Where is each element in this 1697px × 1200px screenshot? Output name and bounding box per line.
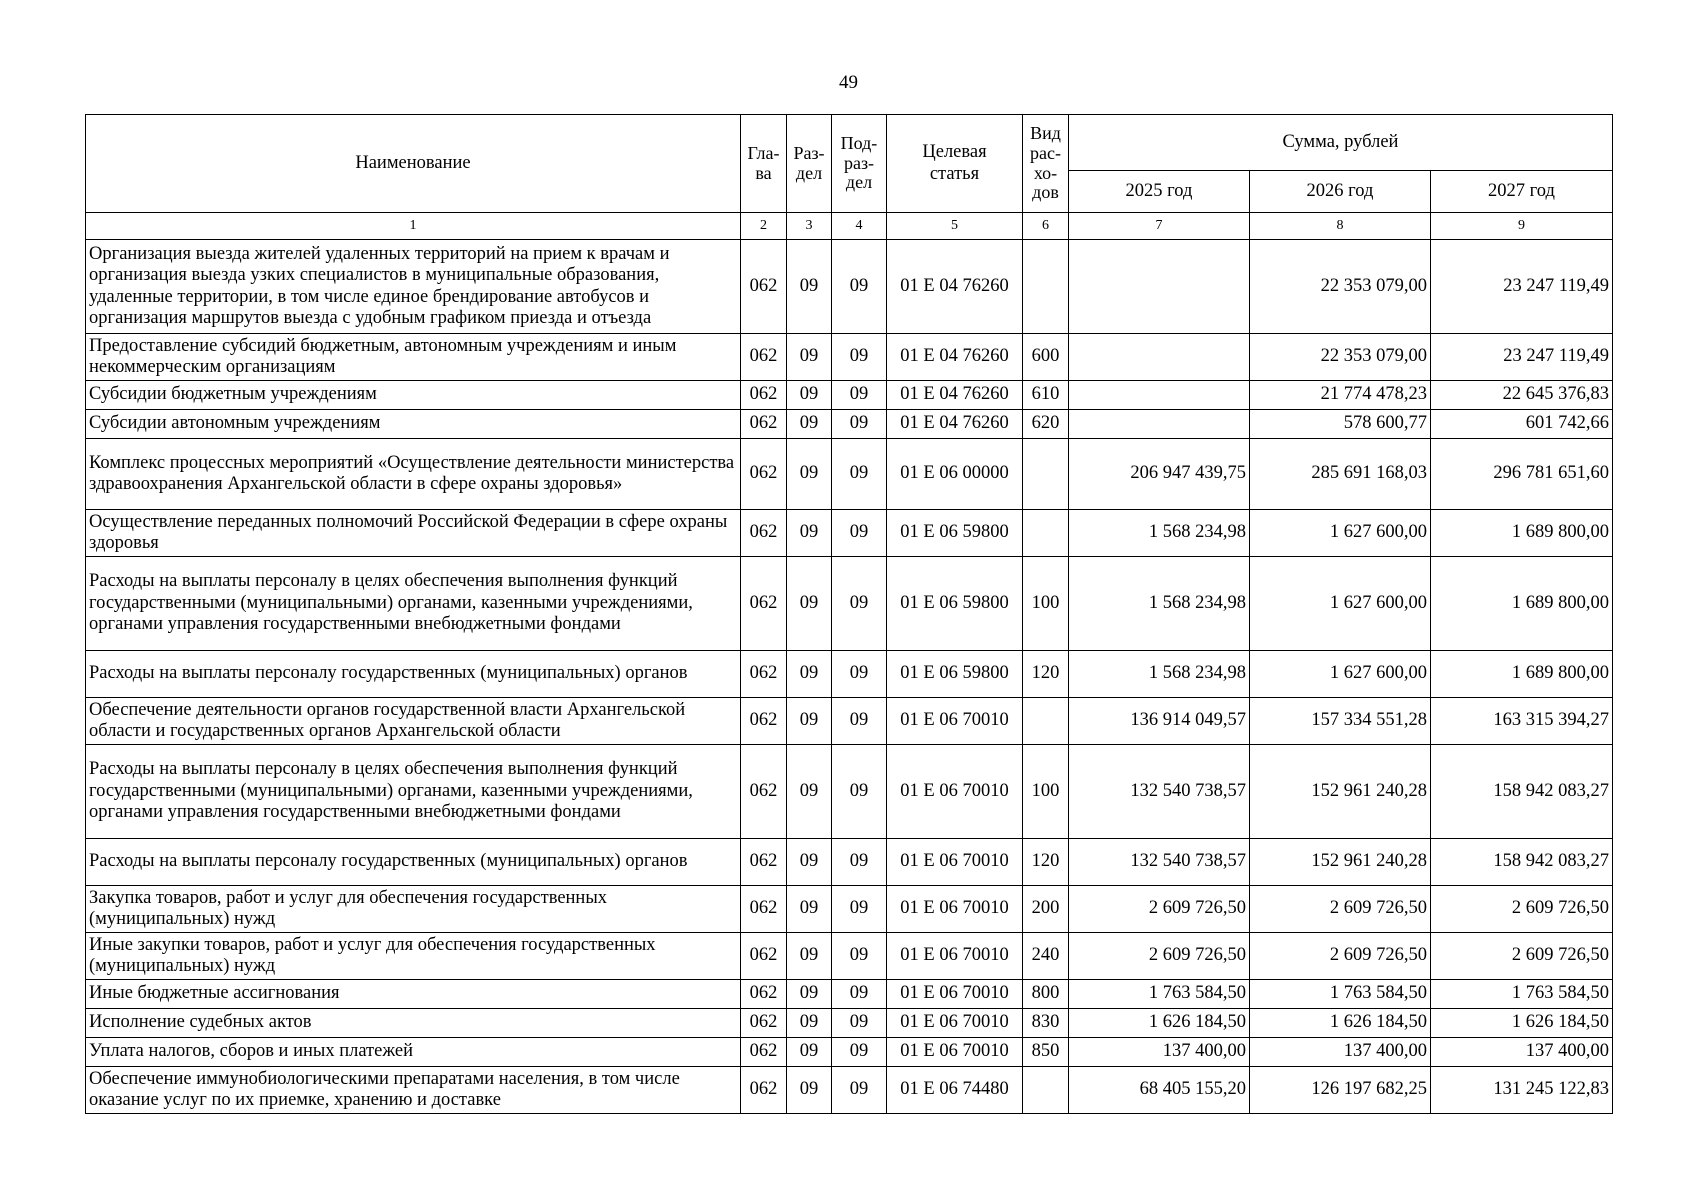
row-amount-2027-cell: 1 689 800,00 xyxy=(1431,510,1613,557)
column-number: 6 xyxy=(1023,213,1069,240)
row-tselevaya-cell: 01 Е 04 76260 xyxy=(887,334,1023,381)
row-podrazdel-cell: 09 xyxy=(832,410,887,439)
row-podrazdel-cell: 09 xyxy=(832,839,887,886)
row-tselevaya-cell: 01 Е 06 00000 xyxy=(887,439,1023,510)
header-year-2026: 2026 год xyxy=(1250,171,1431,213)
row-amount-2026-cell: 21 774 478,23 xyxy=(1250,381,1431,410)
row-razdel-cell: 09 xyxy=(787,698,832,745)
row-glava-cell: 062 xyxy=(741,334,787,381)
row-podrazdel-cell: 09 xyxy=(832,886,887,933)
row-razdel-cell: 09 xyxy=(787,933,832,980)
row-amount-2027-cell: 158 942 083,27 xyxy=(1431,745,1613,839)
header-year-2027: 2027 год xyxy=(1431,171,1613,213)
row-razdel-cell: 09 xyxy=(787,886,832,933)
row-name-cell: Расходы на выплаты персоналу в целях обеспечения выполнения функций государственными (муниципальными) органами, казенными учреждениями, органами управления государственными внебюджетными фондами xyxy=(86,557,741,651)
row-tselevaya-cell: 01 Е 06 70010 xyxy=(887,839,1023,886)
row-podrazdel-cell: 09 xyxy=(832,651,887,698)
row-vid-cell: 120 xyxy=(1023,839,1069,886)
budget-table xyxy=(85,114,1613,1114)
row-vid-cell: 620 xyxy=(1023,410,1069,439)
row-amount-2025-cell: 1 763 584,50 xyxy=(1069,980,1250,1009)
row-amount-2027-cell: 601 742,66 xyxy=(1431,410,1613,439)
row-amount-2026-cell: 126 197 682,25 xyxy=(1250,1067,1431,1114)
row-tselevaya-cell: 01 Е 06 70010 xyxy=(887,1038,1023,1067)
row-name-cell: Комплекс процессных мероприятий «Осуществление деятельности министерства здравоохранения Архангельской области в сфере охраны здоровья» xyxy=(86,439,741,510)
row-razdel-cell: 09 xyxy=(787,439,832,510)
header-vid-raskhodov: Вид рас- хо- дов xyxy=(1023,115,1069,213)
row-name-cell: Исполнение судебных актов xyxy=(86,1009,741,1038)
row-glava-cell: 062 xyxy=(741,698,787,745)
table-row xyxy=(86,240,1613,334)
table-row xyxy=(86,1009,1613,1038)
row-amount-2027-cell: 2 609 726,50 xyxy=(1431,933,1613,980)
row-razdel-cell: 09 xyxy=(787,1067,832,1114)
table-row xyxy=(86,698,1613,745)
row-vid-cell: 800 xyxy=(1023,980,1069,1009)
row-amount-2026-cell: 22 353 079,00 xyxy=(1250,240,1431,334)
row-amount-2026-cell: 152 961 240,28 xyxy=(1250,745,1431,839)
row-glava-cell: 062 xyxy=(741,1038,787,1067)
row-amount-2027-cell: 137 400,00 xyxy=(1431,1038,1613,1067)
row-vid-cell: 610 xyxy=(1023,381,1069,410)
row-name-cell: Иные закупки товаров, работ и услуг для обеспечения государственных (муниципальных) нужд xyxy=(86,933,741,980)
page-number: 49 xyxy=(839,72,858,93)
row-amount-2025-cell xyxy=(1069,381,1250,410)
row-name-cell: Уплата налогов, сборов и иных платежей xyxy=(86,1038,741,1067)
row-podrazdel-cell: 09 xyxy=(832,1038,887,1067)
row-tselevaya-cell: 01 Е 06 70010 xyxy=(887,1009,1023,1038)
row-name-cell: Иные бюджетные ассигнования xyxy=(86,980,741,1009)
row-tselevaya-cell: 01 Е 06 70010 xyxy=(887,745,1023,839)
table-row xyxy=(86,886,1613,933)
table-row xyxy=(86,1067,1613,1114)
row-glava-cell: 062 xyxy=(741,410,787,439)
row-podrazdel-cell: 09 xyxy=(832,1009,887,1038)
row-glava-cell: 062 xyxy=(741,933,787,980)
row-glava-cell: 062 xyxy=(741,980,787,1009)
column-number: 3 xyxy=(787,213,832,240)
row-amount-2027-cell: 22 645 376,83 xyxy=(1431,381,1613,410)
row-amount-2027-cell: 1 689 800,00 xyxy=(1431,651,1613,698)
table-row xyxy=(86,1038,1613,1067)
row-razdel-cell: 09 xyxy=(787,510,832,557)
row-amount-2025-cell xyxy=(1069,240,1250,334)
row-vid-cell: 830 xyxy=(1023,1009,1069,1038)
row-tselevaya-cell: 01 Е 06 59800 xyxy=(887,651,1023,698)
row-amount-2025-cell: 1 568 234,98 xyxy=(1069,651,1250,698)
row-name-cell: Расходы на выплаты персоналу государственных (муниципальных) органов xyxy=(86,839,741,886)
row-razdel-cell: 09 xyxy=(787,745,832,839)
row-razdel-cell: 09 xyxy=(787,980,832,1009)
row-vid-cell: 850 xyxy=(1023,1038,1069,1067)
row-amount-2027-cell: 2 609 726,50 xyxy=(1431,886,1613,933)
table-row xyxy=(86,557,1613,651)
header-glava: Гла- ва xyxy=(741,115,787,213)
row-amount-2026-cell: 2 609 726,50 xyxy=(1250,886,1431,933)
row-amount-2026-cell: 285 691 168,03 xyxy=(1250,439,1431,510)
row-tselevaya-cell: 01 Е 06 59800 xyxy=(887,557,1023,651)
column-number: 1 xyxy=(86,213,741,240)
row-tselevaya-cell: 01 Е 06 59800 xyxy=(887,510,1023,557)
row-tselevaya-cell: 01 Е 04 76260 xyxy=(887,240,1023,334)
row-razdel-cell: 09 xyxy=(787,1009,832,1038)
row-amount-2027-cell: 158 942 083,27 xyxy=(1431,839,1613,886)
row-vid-cell xyxy=(1023,698,1069,745)
row-amount-2027-cell: 23 247 119,49 xyxy=(1431,334,1613,381)
header-name: Наименование xyxy=(86,115,741,213)
row-podrazdel-cell: 09 xyxy=(832,1067,887,1114)
table-row xyxy=(86,980,1613,1009)
row-name-cell: Осуществление переданных полномочий Российской Федерации в сфере охраны здоровья xyxy=(86,510,741,557)
row-razdel-cell: 09 xyxy=(787,557,832,651)
row-glava-cell: 062 xyxy=(741,439,787,510)
row-amount-2027-cell: 131 245 122,83 xyxy=(1431,1067,1613,1114)
table-row xyxy=(86,381,1613,410)
row-vid-cell: 100 xyxy=(1023,557,1069,651)
row-tselevaya-cell: 01 Е 04 76260 xyxy=(887,410,1023,439)
row-glava-cell: 062 xyxy=(741,1067,787,1114)
row-amount-2025-cell: 132 540 738,57 xyxy=(1069,745,1250,839)
row-podrazdel-cell: 09 xyxy=(832,381,887,410)
row-vid-cell xyxy=(1023,240,1069,334)
row-vid-cell: 200 xyxy=(1023,886,1069,933)
row-glava-cell: 062 xyxy=(741,381,787,410)
row-tselevaya-cell: 01 Е 06 70010 xyxy=(887,698,1023,745)
row-amount-2025-cell: 2 609 726,50 xyxy=(1069,886,1250,933)
row-podrazdel-cell: 09 xyxy=(832,698,887,745)
row-amount-2026-cell: 22 353 079,00 xyxy=(1250,334,1431,381)
row-vid-cell xyxy=(1023,1067,1069,1114)
row-razdel-cell: 09 xyxy=(787,651,832,698)
row-razdel-cell: 09 xyxy=(787,839,832,886)
row-amount-2025-cell: 132 540 738,57 xyxy=(1069,839,1250,886)
table-body xyxy=(86,240,1613,1114)
row-amount-2025-cell: 2 609 726,50 xyxy=(1069,933,1250,980)
row-amount-2026-cell: 2 609 726,50 xyxy=(1250,933,1431,980)
row-tselevaya-cell: 01 Е 06 70010 xyxy=(887,886,1023,933)
column-number: 8 xyxy=(1250,213,1431,240)
row-razdel-cell: 09 xyxy=(787,1038,832,1067)
row-amount-2025-cell: 137 400,00 xyxy=(1069,1038,1250,1067)
row-podrazdel-cell: 09 xyxy=(832,439,887,510)
row-razdel-cell: 09 xyxy=(787,410,832,439)
row-podrazdel-cell: 09 xyxy=(832,980,887,1009)
row-tselevaya-cell: 01 Е 06 70010 xyxy=(887,980,1023,1009)
row-glava-cell: 062 xyxy=(741,886,787,933)
row-amount-2025-cell: 136 914 049,57 xyxy=(1069,698,1250,745)
row-amount-2026-cell: 157 334 551,28 xyxy=(1250,698,1431,745)
row-amount-2026-cell: 1 626 184,50 xyxy=(1250,1009,1431,1038)
column-number-row xyxy=(86,213,1613,240)
row-name-cell: Закупка товаров, работ и услуг для обеспечения государственных (муниципальных) нужд xyxy=(86,886,741,933)
row-amount-2027-cell: 1 689 800,00 xyxy=(1431,557,1613,651)
row-glava-cell: 062 xyxy=(741,651,787,698)
row-glava-cell: 062 xyxy=(741,557,787,651)
table-row xyxy=(86,839,1613,886)
header-summa: Сумма, рублей xyxy=(1069,115,1613,171)
row-razdel-cell: 09 xyxy=(787,334,832,381)
table-row xyxy=(86,410,1613,439)
row-tselevaya-cell: 01 Е 06 74480 xyxy=(887,1067,1023,1114)
table-row xyxy=(86,745,1613,839)
row-name-cell: Субсидии автономным учреждениям xyxy=(86,410,741,439)
row-vid-cell xyxy=(1023,439,1069,510)
row-podrazdel-cell: 09 xyxy=(832,933,887,980)
row-amount-2025-cell: 68 405 155,20 xyxy=(1069,1067,1250,1114)
row-vid-cell xyxy=(1023,510,1069,557)
row-vid-cell: 120 xyxy=(1023,651,1069,698)
row-podrazdel-cell: 09 xyxy=(832,557,887,651)
row-razdel-cell: 09 xyxy=(787,381,832,410)
row-vid-cell: 240 xyxy=(1023,933,1069,980)
row-glava-cell: 062 xyxy=(741,510,787,557)
row-amount-2025-cell: 1 568 234,98 xyxy=(1069,557,1250,651)
column-number: 4 xyxy=(832,213,887,240)
row-tselevaya-cell: 01 Е 06 70010 xyxy=(887,933,1023,980)
row-amount-2026-cell: 1 627 600,00 xyxy=(1250,510,1431,557)
header-tselevaya-statya: Целевая статья xyxy=(887,115,1023,213)
row-glava-cell: 062 xyxy=(741,1009,787,1038)
row-amount-2027-cell: 23 247 119,49 xyxy=(1431,240,1613,334)
table-row xyxy=(86,933,1613,980)
row-vid-cell: 600 xyxy=(1023,334,1069,381)
row-amount-2026-cell: 152 961 240,28 xyxy=(1250,839,1431,886)
row-amount-2026-cell: 137 400,00 xyxy=(1250,1038,1431,1067)
row-name-cell: Расходы на выплаты персоналу в целях обеспечения выполнения функций государственными (муниципальными) органами, казенными учреждениями, органами управления государственными внебюджетными фондами xyxy=(86,745,741,839)
row-amount-2025-cell: 1 568 234,98 xyxy=(1069,510,1250,557)
row-name-cell: Субсидии бюджетным учреждениям xyxy=(86,381,741,410)
row-amount-2027-cell: 1 763 584,50 xyxy=(1431,980,1613,1009)
row-razdel-cell: 09 xyxy=(787,240,832,334)
column-number: 2 xyxy=(741,213,787,240)
row-amount-2026-cell: 1 627 600,00 xyxy=(1250,651,1431,698)
row-podrazdel-cell: 09 xyxy=(832,745,887,839)
row-amount-2026-cell: 1 627 600,00 xyxy=(1250,557,1431,651)
row-name-cell: Обеспечение иммунобиологическими препаратами населения, в том числе оказание услуг по их приемке, хранению и доставке xyxy=(86,1067,741,1114)
row-glava-cell: 062 xyxy=(741,745,787,839)
row-name-cell: Организация выезда жителей удаленных территорий на прием к врачам и организация выезда узких специалистов в муниципальные образования, удаленные территории, в том числе единое брендирование автобусов и организация маршрутов выезда с удобным графиком приезда и отъезда xyxy=(86,240,741,334)
row-amount-2025-cell: 206 947 439,75 xyxy=(1069,439,1250,510)
row-amount-2027-cell: 163 315 394,27 xyxy=(1431,698,1613,745)
row-podrazdel-cell: 09 xyxy=(832,510,887,557)
table-header xyxy=(86,115,1613,240)
row-amount-2026-cell: 578 600,77 xyxy=(1250,410,1431,439)
row-vid-cell: 100 xyxy=(1023,745,1069,839)
table-row xyxy=(86,651,1613,698)
row-amount-2025-cell xyxy=(1069,410,1250,439)
row-amount-2025-cell: 1 626 184,50 xyxy=(1069,1009,1250,1038)
row-amount-2027-cell: 1 626 184,50 xyxy=(1431,1009,1613,1038)
row-name-cell: Обеспечение деятельности органов государственной власти Архангельской области и государственных органов Архангельской области xyxy=(86,698,741,745)
header-podrazdel: Под- раз- дел xyxy=(832,115,887,213)
table-row xyxy=(86,334,1613,381)
row-amount-2025-cell xyxy=(1069,334,1250,381)
column-number: 5 xyxy=(887,213,1023,240)
row-podrazdel-cell: 09 xyxy=(832,240,887,334)
row-podrazdel-cell: 09 xyxy=(832,334,887,381)
column-number: 7 xyxy=(1069,213,1250,240)
table-row xyxy=(86,439,1613,510)
row-glava-cell: 062 xyxy=(741,240,787,334)
row-tselevaya-cell: 01 Е 04 76260 xyxy=(887,381,1023,410)
row-amount-2027-cell: 296 781 651,60 xyxy=(1431,439,1613,510)
table-row xyxy=(86,510,1613,557)
header-year-2025: 2025 год xyxy=(1069,171,1250,213)
row-amount-2026-cell: 1 763 584,50 xyxy=(1250,980,1431,1009)
row-name-cell: Предоставление субсидий бюджетным, автономным учреждениям и иным некоммерческим организациям xyxy=(86,334,741,381)
column-number: 9 xyxy=(1431,213,1613,240)
row-glava-cell: 062 xyxy=(741,839,787,886)
header-razdel: Раз- дел xyxy=(787,115,832,213)
row-name-cell: Расходы на выплаты персоналу государственных (муниципальных) органов xyxy=(86,651,741,698)
